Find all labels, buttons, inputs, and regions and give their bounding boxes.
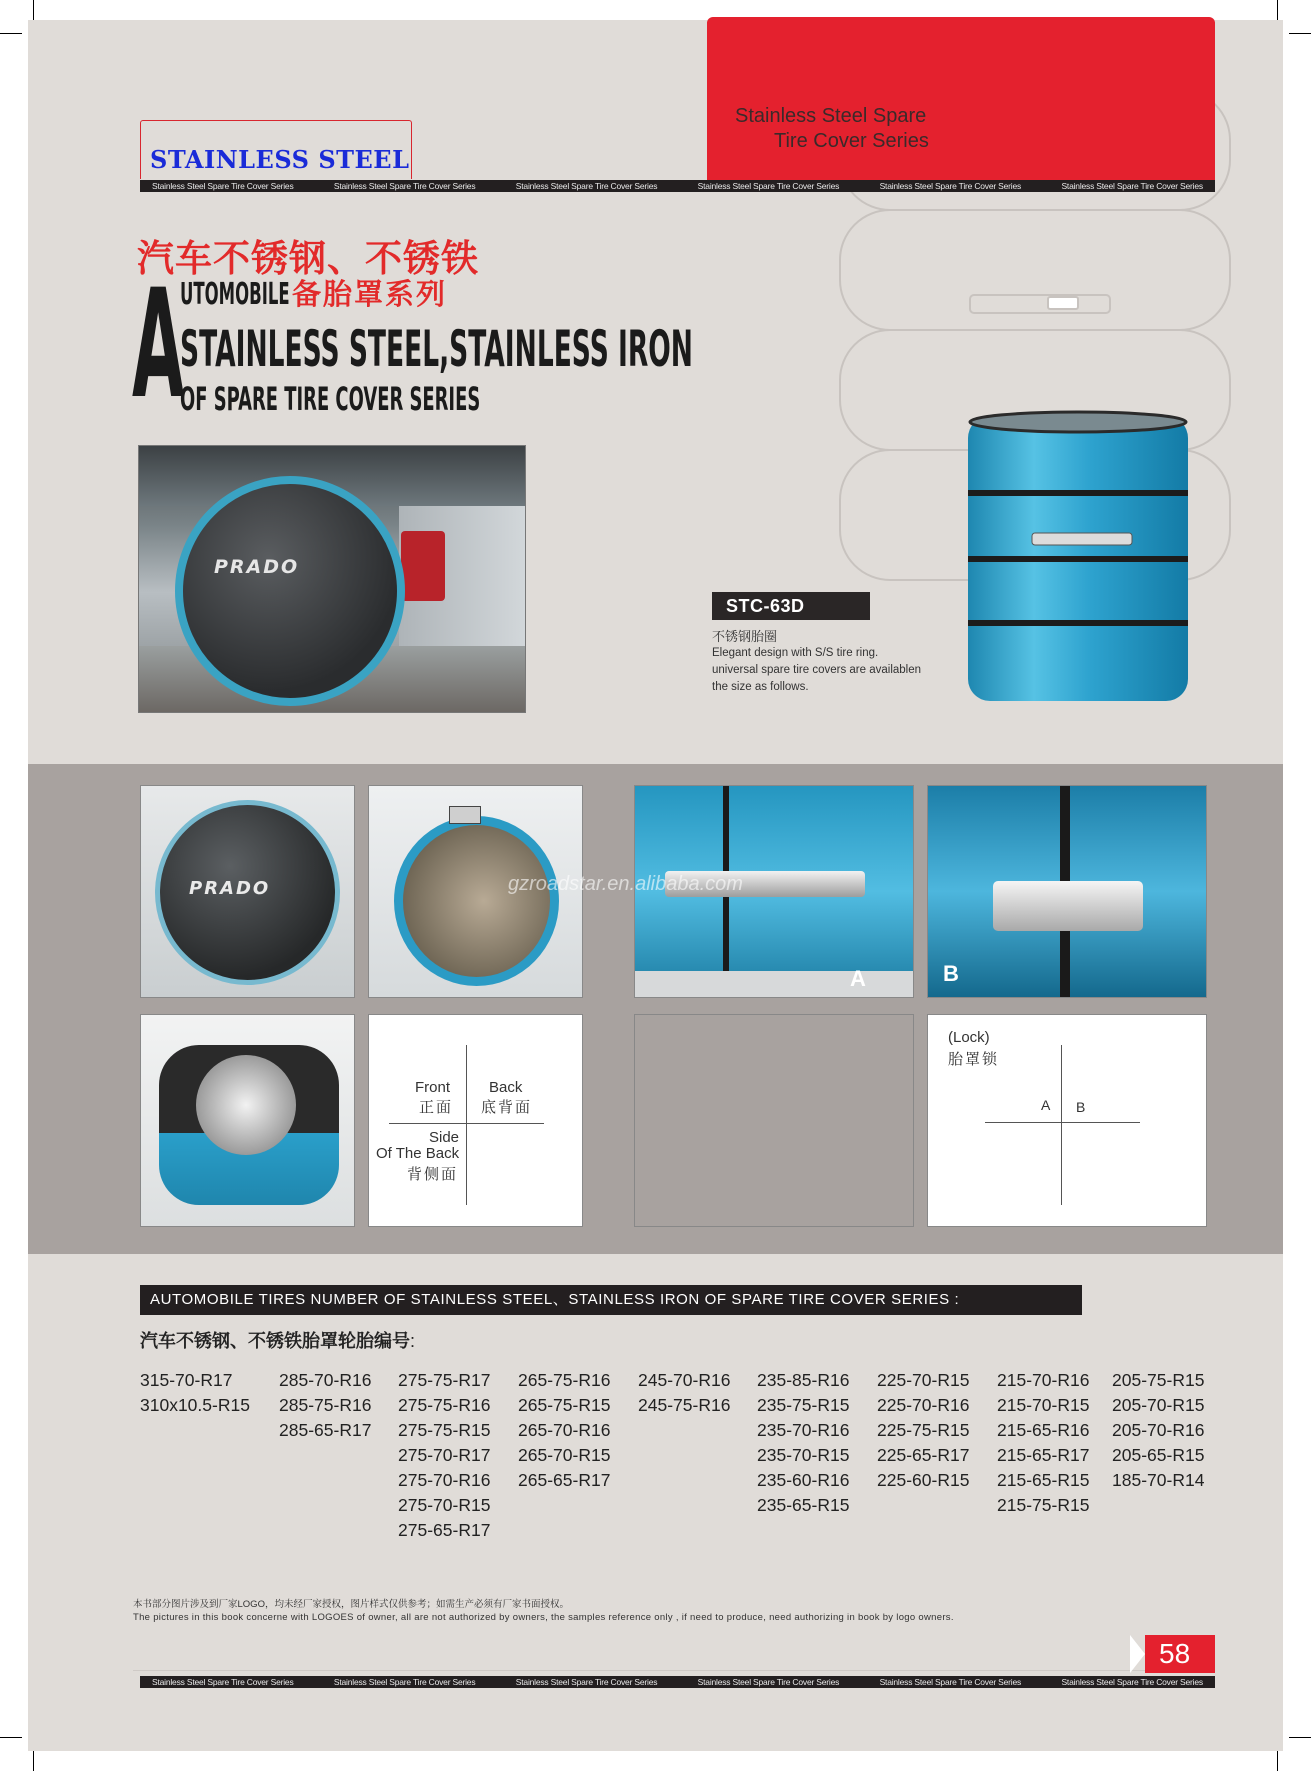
tire-size: 310x10.5-R15 — [140, 1395, 250, 1415]
view-side-en1: Side — [429, 1129, 460, 1146]
tire-size: 315-70-R17 — [140, 1370, 233, 1390]
watermark: gzroadstar.en.alibaba.com — [508, 873, 743, 895]
crop-mark — [1277, 0, 1278, 22]
tire-size: 225-70-R16 — [877, 1395, 970, 1415]
tire-size: 215-65-R16 — [997, 1420, 1090, 1440]
tire-column — [140, 1368, 250, 1418]
disclaimer-cn: 本书部分图片涉及到厂家LOGO，均未经厂家授权，图片样式仅供参考；如需生产必须有厂家书面授权。 — [133, 1599, 569, 1610]
tire-size: 235-70-R15 — [757, 1445, 850, 1465]
tire-size: 285-75-R16 — [279, 1395, 372, 1415]
footer-strip — [140, 1676, 1215, 1688]
crop-mark — [1277, 1749, 1278, 1771]
tire-size: 205-65-R15 — [1112, 1445, 1205, 1465]
photo-lock-b — [927, 785, 1207, 998]
tire-column — [638, 1368, 730, 1418]
strip-text: Stainless Steel Spare Tire Cover Series — [697, 1677, 840, 1687]
heading-main: STAINLESS STEEL,STAINLESS IRON — [180, 320, 693, 378]
heading-cn-line1: 汽车不锈钢、不锈铁 — [137, 238, 479, 279]
header-strip — [140, 180, 1215, 192]
tire-column — [997, 1368, 1089, 1518]
photo-front-cover — [140, 785, 355, 998]
heading-cn-line2: 备胎罩系列 — [292, 279, 448, 311]
heading-utomobile: UTOMOBILE — [180, 277, 290, 312]
tire-size: 275-75-R16 — [398, 1395, 491, 1415]
tire-size: 235-70-R16 — [757, 1420, 850, 1440]
strip-text: Stainless Steel Spare Tire Cover Series — [152, 1677, 294, 1687]
view-back-cn: 底背面 — [481, 1099, 533, 1116]
crop-mark — [0, 1737, 22, 1738]
brand-title: STAINLESS STEEL — [150, 145, 410, 174]
strip-text: Stainless Steel Spare Tire Cover Series — [515, 181, 658, 191]
tire-size: 265-70-R15 — [518, 1445, 611, 1465]
tire-column — [279, 1368, 371, 1443]
tire-size: 235-75-R15 — [757, 1395, 850, 1415]
product-sku: STC-63D — [712, 592, 870, 620]
photo-cover-with-wheel — [140, 1014, 355, 1227]
lock-diagram — [927, 1014, 1207, 1227]
series-title-line2: Tire Cover Series — [774, 130, 929, 152]
tire-size: 275-70-R16 — [398, 1470, 491, 1490]
tire-size: 275-75-R15 — [398, 1420, 491, 1440]
strip-text: Stainless Steel Spare Tire Cover Series — [879, 1677, 1022, 1687]
lock-en: (Lock) — [948, 1029, 990, 1046]
tire-size: 205-70-R15 — [1112, 1395, 1205, 1415]
product-drum-image — [962, 408, 1194, 708]
tire-size: 285-65-R17 — [279, 1420, 372, 1440]
tire-size: 235-85-R16 — [757, 1370, 850, 1390]
heading-sub: OF SPARE TIRE COVER SERIES — [180, 380, 481, 418]
prado-logo-text: PRADO — [214, 556, 300, 578]
lock-cn: 胎罩锁 — [948, 1051, 1000, 1068]
tire-column — [518, 1368, 610, 1493]
view-front-en: Front — [415, 1079, 451, 1096]
tire-size: 265-75-R15 — [518, 1395, 611, 1415]
tire-size: 225-70-R15 — [877, 1370, 970, 1390]
strip-text: Stainless Steel Spare Tire Cover Series — [515, 1677, 658, 1687]
lock-label-b: B — [943, 961, 959, 986]
tire-size: 265-70-R16 — [518, 1420, 611, 1440]
empty-tile — [634, 1014, 914, 1227]
product-desc-line1: Elegant design with S/S tire ring. — [712, 647, 879, 659]
series-title-line1: Stainless Steel Spare — [735, 105, 927, 127]
crop-mark — [33, 0, 34, 22]
view-back-en: Back — [489, 1079, 523, 1096]
view-diagram — [368, 1014, 583, 1227]
product-description — [712, 628, 921, 696]
prado-logo-text: PRADO — [189, 878, 271, 899]
series-banner — [707, 17, 1215, 180]
tire-size: 265-75-R16 — [518, 1370, 611, 1390]
tire-size: 275-70-R17 — [398, 1445, 491, 1465]
tire-size: 225-65-R17 — [877, 1445, 970, 1465]
lock-diagram-a: A — [1041, 1097, 1051, 1113]
strip-text: Stainless Steel Spare Tire Cover Series — [697, 181, 840, 191]
tire-column — [757, 1368, 849, 1518]
tire-column — [398, 1368, 490, 1543]
product-desc-line2: universal spare tire covers are availablen — [712, 664, 922, 676]
page-number: 58 — [1159, 1638, 1191, 1669]
tire-size: 225-60-R15 — [877, 1470, 970, 1490]
crop-mark — [0, 33, 22, 34]
disclaimer-en: The pictures in this book concerne with LOGOES of owner, all are not authorized by owners, the samples reference only , if need to produce, need authorizing in book by logo owners. — [133, 1612, 954, 1623]
product-desc-line3: the size as follows. — [712, 681, 809, 693]
tire-size: 215-70-R15 — [997, 1395, 1090, 1415]
crop-mark — [1289, 1737, 1311, 1738]
lock-diagram-b: B — [1076, 1099, 1086, 1115]
crop-mark — [33, 1749, 34, 1771]
tire-size: 225-75-R15 — [877, 1420, 970, 1440]
strip-text: Stainless Steel Spare Tire Cover Series — [1061, 181, 1203, 191]
tire-size: 185-70-R14 — [1112, 1470, 1205, 1490]
tire-size: 245-75-R16 — [638, 1395, 731, 1415]
tire-size: 275-70-R15 — [398, 1495, 491, 1515]
tire-subtitle-text: 汽车不锈钢、不锈铁胎罩轮胎编号 — [140, 1331, 410, 1351]
tire-size: 235-60-R16 — [757, 1470, 850, 1490]
tire-size: 235-65-R15 — [757, 1495, 850, 1515]
strip-text: Stainless Steel Spare Tire Cover Series — [333, 181, 476, 191]
view-front-cn: 正面 — [419, 1099, 454, 1116]
tire-list-subtitle — [140, 1327, 415, 1353]
tire-list-title: AUTOMOBILE TIRES NUMBER OF STAINLESS STEEL、STAINLESS IRON OF SPARE TIRE COVER SERIES : — [140, 1285, 1082, 1315]
tire-size: 205-75-R15 — [1112, 1370, 1205, 1390]
product-desc-cn: 不锈钢胎圈 — [712, 629, 778, 644]
lock-label-a: A — [850, 966, 866, 991]
tire-size: 215-65-R15 — [997, 1470, 1090, 1490]
strip-text: Stainless Steel Spare Tire Cover Series — [1061, 1677, 1203, 1687]
tire-size: 215-65-R17 — [997, 1445, 1090, 1465]
heading-big-letter: A — [132, 258, 185, 432]
tire-size: 285-70-R16 — [279, 1370, 372, 1390]
tire-size: 275-65-R17 — [398, 1520, 491, 1540]
tire-column — [877, 1368, 969, 1493]
car-photo — [138, 445, 526, 713]
tire-column — [1112, 1368, 1204, 1493]
view-side-cn: 背侧面 — [407, 1166, 459, 1183]
tire-size: 215-70-R16 — [997, 1370, 1090, 1390]
tire-size: 275-75-R17 — [398, 1370, 491, 1390]
strip-text: Stainless Steel Spare Tire Cover Series — [879, 181, 1022, 191]
strip-text: Stainless Steel Spare Tire Cover Series — [152, 181, 294, 191]
tire-size: 215-75-R15 — [997, 1495, 1090, 1515]
footer-rule — [133, 1670, 1145, 1671]
view-side-en2: Of The Back — [376, 1145, 460, 1162]
tire-size: 265-65-R17 — [518, 1470, 611, 1490]
tire-subtitle-colon: : — [410, 1331, 416, 1351]
page-number-badge — [1145, 1635, 1215, 1673]
tire-size: 205-70-R16 — [1112, 1420, 1205, 1440]
strip-text: Stainless Steel Spare Tire Cover Series — [333, 1677, 476, 1687]
crop-mark — [1289, 33, 1311, 34]
tire-size: 245-70-R16 — [638, 1370, 731, 1390]
